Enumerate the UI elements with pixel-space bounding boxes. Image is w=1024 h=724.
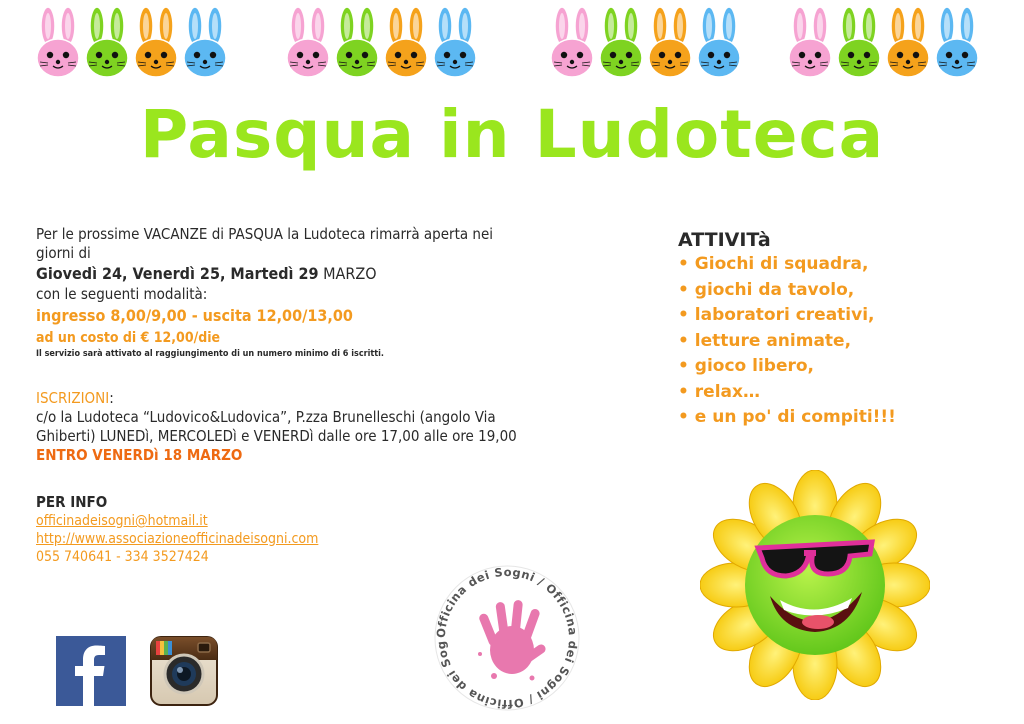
bunny-face-icon bbox=[597, 6, 645, 80]
activities-column bbox=[678, 228, 1008, 431]
bunny-face-icon bbox=[695, 6, 743, 80]
modalities: con le seguenti modalità: bbox=[36, 285, 208, 303]
iscrizioni-label: ISCRIZIONI bbox=[36, 389, 110, 407]
bunny-face-icon bbox=[83, 6, 131, 80]
intro-line-2: giorni di bbox=[36, 244, 91, 262]
page-title: Pasqua in Ludoteca bbox=[139, 96, 885, 173]
activity-item: • e un po' di compiti!!! bbox=[678, 407, 896, 427]
bunny-face-icon bbox=[181, 6, 229, 80]
bunny-face-icon bbox=[382, 6, 430, 80]
dates: Giovedì 24, Venerdì 25, Martedì 29 bbox=[36, 264, 319, 283]
bunny-row-4 bbox=[786, 6, 982, 80]
activity-item: • relax… bbox=[678, 381, 760, 402]
bunny-face-icon bbox=[548, 6, 596, 80]
bunny-face-icon bbox=[786, 6, 834, 80]
dates-line bbox=[36, 263, 596, 285]
activity-item: • letture animate, bbox=[678, 330, 852, 351]
logo-ring-text: Officina dei Sogni / Officina dei Sogni / Officina dei Sog bbox=[433, 564, 581, 712]
hours: ingresso 8,00/9,00 - uscita 12,00/13,00 bbox=[36, 306, 353, 325]
activities-title: ATTIVITà bbox=[678, 229, 771, 251]
iscrizioni-colon: : bbox=[109, 389, 114, 407]
website-link[interactable]: http://www.associazioneofficinadeisogni.com bbox=[36, 531, 319, 547]
iscrizioni-deadline: ENTRO VENERDì 18 MARZO bbox=[36, 446, 243, 464]
bunny-row-2 bbox=[284, 6, 480, 80]
officina-dei-sogni-logo bbox=[432, 558, 582, 718]
activity-item: • giochi da tavolo, bbox=[678, 279, 855, 300]
bunny-face-icon bbox=[34, 6, 82, 80]
intro-line-1: Per le prossime VACANZE di PASQUA la Ludoteca rimarrà aperta nei bbox=[36, 225, 494, 243]
month: MARZO bbox=[318, 264, 377, 283]
iscrizioni-line-2: Ghiberti) LUNEDì, MERCOLEDì e VENERDì dalle ore 17,00 alle ore 19,00 bbox=[36, 427, 517, 445]
bunny-row-3 bbox=[548, 6, 744, 80]
bunny-face-icon bbox=[431, 6, 479, 80]
bunny-face-icon bbox=[884, 6, 932, 80]
activity-item: • laboratori creativi, bbox=[678, 305, 875, 325]
bunny-face-icon bbox=[132, 6, 180, 80]
smiling-sun-sunglasses-icon bbox=[700, 470, 930, 700]
phone-numbers: 055 740641 - 334 3527424 bbox=[36, 549, 209, 565]
email-link[interactable]: officinadeisogni@hotmail.it bbox=[36, 513, 208, 529]
min-participants-note: Il servizio sarà attivato al raggiungimento di un numero minimo di 6 iscritti. bbox=[36, 349, 385, 359]
activity-item: • gioco libero, bbox=[678, 356, 815, 376]
bunny-face-icon bbox=[835, 6, 883, 80]
instagram-icon[interactable] bbox=[150, 636, 218, 710]
iscrizioni-heading bbox=[36, 389, 596, 408]
iscrizioni-line-1: c/o la Ludoteca “Ludovico&Ludovica”, P.zza Brunelleschi (angolo Via bbox=[36, 408, 496, 426]
bunny-face-icon bbox=[933, 6, 981, 80]
facebook-icon[interactable] bbox=[56, 636, 126, 710]
bunny-face-icon bbox=[646, 6, 694, 80]
bunny-face-icon bbox=[284, 6, 332, 80]
cost: ad un costo di € 12,00/die bbox=[36, 330, 221, 346]
bunny-row-1 bbox=[34, 6, 230, 80]
info-heading: PER INFO bbox=[36, 493, 108, 511]
bunny-face-icon bbox=[333, 6, 381, 80]
activity-item: • Giochi di squadra, bbox=[678, 254, 869, 274]
info-column bbox=[36, 225, 596, 566]
